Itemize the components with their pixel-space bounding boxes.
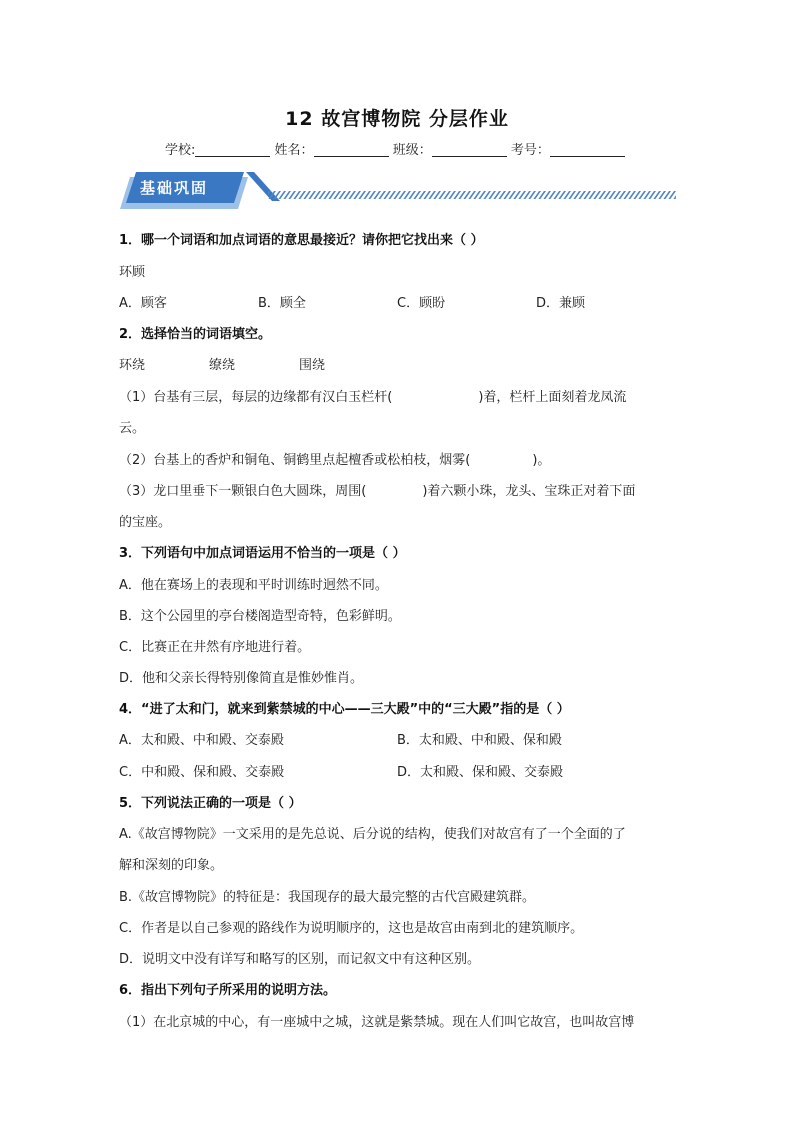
q2-sentence-1	[119, 386, 626, 405]
q2-sentence-1-cont: 云。	[119, 421, 146, 436]
q2-s2-part1: （2）台基上的香炉和铜龟、铜鹤里点起檀香或松柏枝，烟雾(	[119, 453, 471, 468]
q2-s1-part1: （1）台基有三层，每层的边缘都有汉白玉栏杆(	[119, 390, 393, 405]
name-label: 姓名：	[274, 143, 314, 158]
q1-option-a[interactable]: A．顾客	[119, 296, 167, 311]
q4-stem: 4．“进了太和门，就来到紫禁城的中心——三大殿”中的“三大殿”指的是（ ）	[119, 702, 570, 717]
q5-option-d[interactable]: D．说明文中没有详写和略写的区别，而记叙文中有这种区别。	[119, 952, 481, 967]
class-blank[interactable]	[432, 142, 507, 157]
banner-stripes	[268, 191, 676, 199]
q3-option-c[interactable]: C．比赛正在井然有序地进行着。	[119, 640, 311, 655]
q5-option-c[interactable]: C．作者是以自己参观的路线作为说明顺序的，这也是故宫由南到北的建筑顺序。	[119, 921, 584, 936]
student-info-line	[165, 139, 625, 158]
q2-word-2: 缭绕	[209, 358, 236, 373]
name-blank[interactable]	[314, 142, 389, 157]
class-label: 班级：	[392, 143, 432, 158]
q1-option-c[interactable]: C．顾盼	[397, 296, 446, 311]
q2-word-3: 围绕	[299, 358, 326, 373]
q2-s1-part2: )着，栏杆上面刻着龙凤流	[478, 390, 627, 405]
q5-option-b[interactable]: B.《故宫博物院》的特征是：我国现存的最大最完整的古代宫殿建筑群。	[119, 890, 536, 905]
page-title: 12 故宫博物院 分层作业	[285, 108, 509, 130]
q2-word-1: 环绕	[119, 358, 146, 373]
q6-stem: 6．指出下列句子所采用的说明方法。	[119, 983, 337, 998]
q4-option-b[interactable]: B．太和殿、中和殿、保和殿	[397, 733, 562, 748]
q1-option-b[interactable]: B．顾全	[258, 296, 306, 311]
q4-option-d[interactable]: D．太和殿、保和殿、交泰殿	[397, 765, 564, 780]
q5-stem: 5．下列说法正确的一项是（ ）	[119, 796, 302, 811]
q2-s3-part1: （3）龙口里垂下一颗银白色大圆珠，周围(	[119, 484, 367, 499]
number-label: 考号：	[510, 143, 550, 158]
q2-sentence-3	[119, 480, 635, 499]
q2-s3-part2: )着六颗小珠，龙头、宝珠正对着下面	[422, 484, 636, 499]
school-blank[interactable]	[195, 142, 270, 157]
section-title: 基础巩固	[140, 179, 209, 197]
q6-sentence-1: （1）在北京城的中心，有一座城中之城，这就是紫禁城。现在人们叫它故宫，也叫故宫博	[119, 1015, 635, 1030]
q2-s2-part2: )。	[532, 453, 551, 468]
q3-option-a[interactable]: A．他在赛场上的表现和平时训练时迥然不同。	[119, 578, 388, 593]
q2-sentence-3-cont: 的宝座。	[119, 515, 172, 530]
q4-option-c[interactable]: C．中和殿、保和殿、交泰殿	[119, 765, 285, 780]
q2-stem: 2．选择恰当的词语填空。	[119, 327, 272, 342]
q2-sentence-2	[119, 449, 550, 468]
school-label: 学校:	[165, 143, 196, 158]
q1-option-d[interactable]: D．兼顾	[536, 296, 586, 311]
number-blank[interactable]	[550, 142, 625, 157]
q5-option-a[interactable]: A.《故宫博物院》一文采用的是先总说、后分说的结构，使我们对故宫有了一个全面的了	[119, 827, 626, 842]
q1-word: 环顾	[119, 265, 146, 280]
q4-option-a[interactable]: A．太和殿、中和殿、交泰殿	[119, 733, 284, 748]
q3-option-d[interactable]: D．他和父亲长得特别像简直是惟妙惟肖。	[119, 671, 364, 686]
q3-option-b[interactable]: B．这个公园里的亭台楼阁造型奇特，色彩鲜明。	[119, 609, 401, 624]
q1-stem: 1．哪一个词语和加点词语的意思最接近？请你把它找出来（ ）	[119, 233, 484, 248]
q5-option-a-cont: 解和深刻的印象。	[119, 858, 224, 873]
q3-stem: 3．下列语句中加点词语运用不恰当的一项是（ ）	[119, 546, 406, 561]
